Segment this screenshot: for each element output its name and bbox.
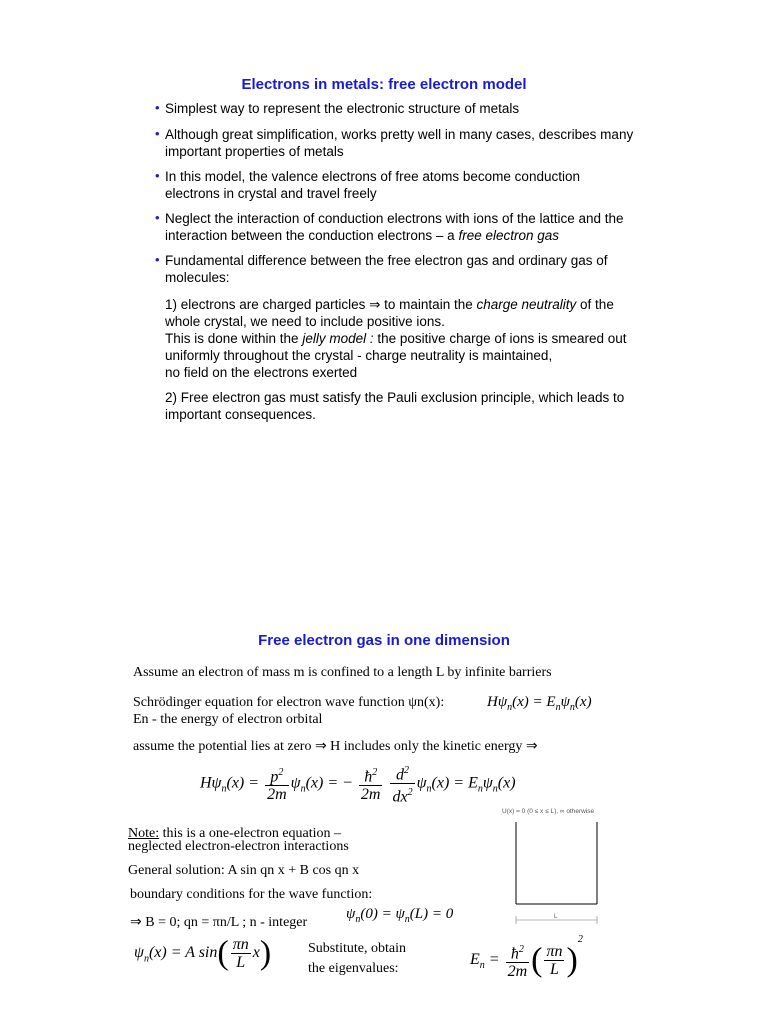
point-2: 2) Free electron gas must satisfy the Pauli exclusion principle, which leads to important consequences. [165,390,625,422]
potential-well-diagram [508,812,618,932]
schrodinger-line: Schrödinger equation for electron wave function ψn(x): [133,695,445,710]
bullet-5: • Fundamental difference between the free electron gas and ordinary gas of molecules: [155,252,608,285]
slide2-title: Free electron gas in one dimension [258,632,510,649]
potential-line: assume the potential lies at zero ⇒ H includes only the kinetic energy ⇒ [133,739,538,754]
bullet-dot: • [155,126,160,141]
substitute-line: Substitute, obtain [308,941,406,956]
bullet-4: • Neglect the interaction of conduction electrons with ions of the lattice and the interaction between the conduction electrons – a free electron gas [155,210,624,243]
kinetic-equation: $H\psi_n(x)$ = $\frac{p^2}{2m}$ $\psi_n(x)$ = − $\frac{ħ^2}{2m}$ $\frac{d^2}{dx^2}$ $\psi_n(x) = E_n\psi_n(x)$ [200,762,516,806]
energy-line: En - the energy of electron orbital [133,712,323,727]
note-line: Note: this is a one-electron equation – [128,826,342,841]
bullet-dot: • [155,252,160,267]
bullet-2: • Although great simplification, works pretty well in many cases, describes many important properties of metals [155,126,634,159]
boundary-equation: $\psi_n(0) = \psi_n(L) = 0$ [346,906,454,925]
well-label: U(x) = 0 (0 ≤ x ≤ L), ∞ otherwise [502,808,595,815]
boundary-line: boundary conditions for the wave function: [130,887,373,902]
slide1-title: Electrons in metals: free electron model [241,76,527,93]
substitute-line-2: the eigenvalues: [308,961,399,976]
general-solution: General solution: A sin qn x + B cos qn x [128,863,360,878]
bullet-dot: • [155,168,160,183]
result-line: ⇒ B = 0; qn = πn/L ; n - integer [130,915,308,930]
note-line-2: neglected electron-electron interactions [128,839,349,854]
eigenvalue-equation: $E_n$ = $\frac{ħ^2}{2m}$ ( $\frac{\pi n}{L}$ )$^2$ [470,934,583,980]
intro-line: Assume an electron of mass m is confined to a length L by infinite barriers [133,665,552,680]
bullet-dot: • [155,100,160,115]
schrodinger-equation: $H\psi_n(x) = E_n\psi_n(x)$ [487,694,592,713]
wavefunction-equation: $\psi_n(x) = A$ sin( $\frac{\pi n}{L}$ x) [134,934,272,972]
bullet-dot: • [155,210,160,225]
bullet-1: • Simplest way to represent the electronic structure of metals [155,100,520,116]
point-1: 1) electrons are charged particles ⇒ to maintain the charge neutrality of the whole crystal, we need to include positive ions. This is done within the jelly model : the positive charge of ions is smeared out uniformly throughout the crystal - charge neutrality is maintained, no field on the electrons exerted [165,297,627,380]
bullet-3: • In this model, the valence electrons of free atoms become conduction electrons in crystal and travel freely [155,168,580,201]
well-axis-label: L [554,914,558,920]
